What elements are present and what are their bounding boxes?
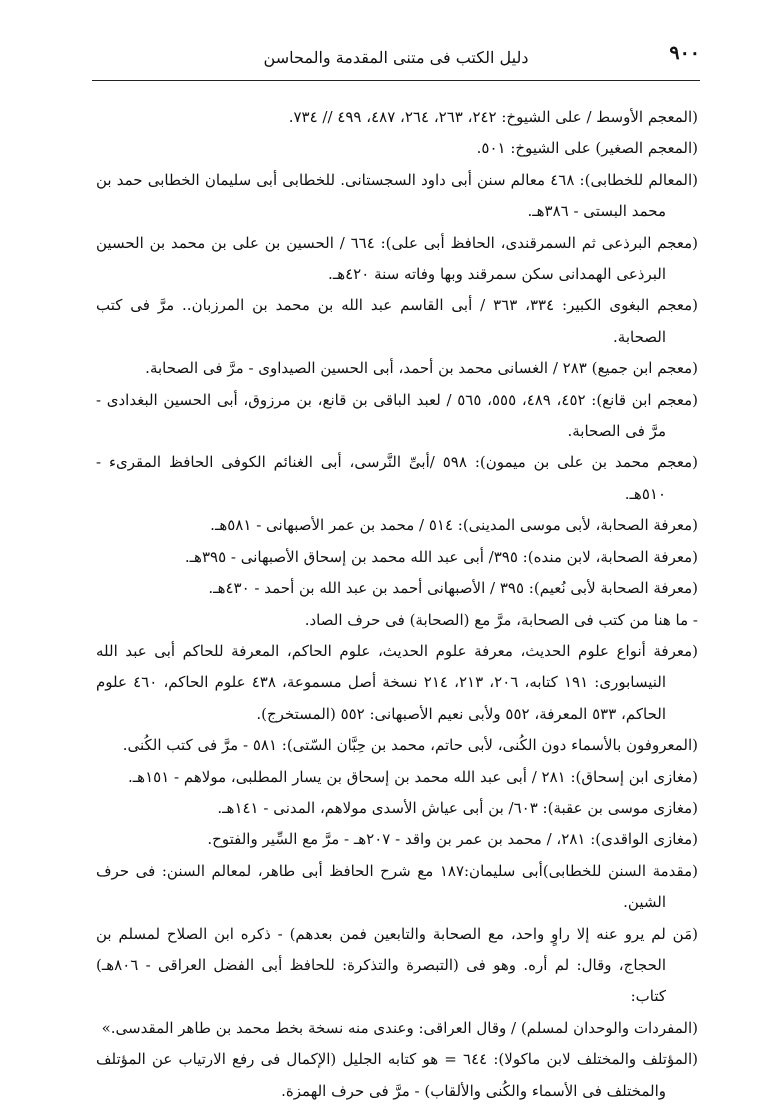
entry-mujam-baghawi: (معجم البغوى الكبير: ٣٣٤، ٣٦٣ / أبى القاسم عبد الله بن محمد بن المرزبان.. مرَّ فى كتب الصحابة. — [96, 296, 699, 346]
entry-mujam-ibn-qani: (معجم ابن قانع): ٤٥٢، ٤٨٩، ٥٥٥، ٥٦٥ / لعبد الباقى بن قانع، بن مرزوق، أبى الحسين البغدادى - مرَّ فى الصحابة. — [96, 390, 699, 441]
entry-mujam-ibn-maymun: (معجم محمد بن على بن ميمون): ٥٩٨ /أبىِّ النَّرسى، أبى الغنائم الكوفى الحافظ المقرىء - ٥١٠هـ. — [96, 453, 698, 503]
header-rule — [92, 80, 700, 81]
running-title: دليل الكتب فى متنى المقدمة والمحاسن — [263, 48, 529, 67]
entry-mufradat: (المفردات والوحدان لمسلم) / وقال العراقى: وعندى منه نسخة بخط محمد بن طاهر المقدسى.» — [101, 1018, 698, 1037]
entry-marifa-ibn-mandah: (معرفة الصحابة، لابن منده): ٣٩٥/ أبى عبد الله محمد بن إسحاق الأصبهانى - ٣٩٥هـ. — [184, 547, 698, 566]
entry-maalim-khattabi: (المعالم للخطابى): ٤٦٨ معالم سنن أبى داود السجستانى. للخطابى أبى سليمان الخطابى حمد بن محمد البستى - ٣٨٦هـ. — [96, 170, 699, 221]
entry-marifa-abi-nuaym: (معرفة الصحابة لأبى نُعيم): ٣٩٥ / الأصبهانى أحمد بن عبد الله بن أحمد - ٤٣٠هـ. — [208, 579, 698, 598]
entry-maghazi-waqidi: (مغازى الواقدى): ٢٨١، / محمد بن عمر بن واقد - ٢٠٧هـ - مرَّ مع السِّير والفتوح. — [207, 830, 698, 849]
page-header — [92, 38, 700, 78]
entry-ulum-hadith: (معرفة أنواع علوم الحديث، معرفة علوم الحديث، علوم الحاكم، المعرفة للحاكم أبى عبد الله النيسابورى: ١٩١ كتابه، ٢٠٦، ٢١٣، ٢١٤ نسخة أصل مسموعة، ٤٣٨ علوم الحاكم، ٤٦٠ علوم الحاكم، ٥٣٣ المعرفة، ٥٥٢ ولأبى نعيم الأصبهانى: ٥٥٢ (المستخرج). — [96, 641, 698, 723]
entry-mujam-saghir: (المعجم الصغير) على الشيوخ: ٥٠١. — [476, 139, 698, 158]
entry-mujam-awsat: (المعجم الأوسط / على الشيوخ: ٢٤٢، ٢٦٣، ٢٦٤، ٤٨٧، ٤٩٩ // ٧٣٤. — [288, 108, 698, 126]
entry-maghazi-ibn-ishaq: (مغازى ابن إسحاق): ٢٨١ / أبى عبد الله محمد بن إسحاق بن يسار المطلبى، مولاهم - ١٥١هـ. — [128, 767, 698, 786]
entry-man-lam-yarwi: (مَن لم يرو عنه إلا راوٍ واحد، مع الصحابة والتابعين فمن بعدهم) - ذكره ابن الصلاح لمسلم بن الحجاج، وقال: لم أره. وهو فى (التبصرة والتذكرة: للحافظ أبى الفضل العراقى - ٨٠٦هـ) كتاب: — [96, 924, 698, 1006]
page-number: ٩٠٠ — [669, 42, 700, 64]
entry-marifa-abi-musa: (معرفة الصحابة، لأبى موسى المدينى): ٥١٤ / محمد بن عمر الأصبهانى - ٥٨١هـ. — [210, 516, 698, 535]
entry-mutalif: (المؤتلف والمختلف لابن ماكولا): ٦٤٤ = هو كتابه الجليل (الإكمال فى رفع الارتياب عن المؤتلف والمختلف فى الأسماء والكُنى والألقاب) - مرَّ فى حرف الهمزة. — [96, 1050, 698, 1100]
entry-sahaba-note: - ما هنا من كتب فى الصحابة، مرَّ مع (الصحابة) فى حرف الصاد. — [304, 610, 698, 629]
entries-list — [96, 102, 698, 1107]
entry-maghazi-musa: (مغازى موسى بن عقبة): ٦٠٣/ بن أبى عياش الأسدى مولاهم، المدنى - ١٤١هـ. — [217, 798, 698, 817]
entry-mujam-bardhai: (معجم البرذعى ثم السمرقندى، الحافظ أبى على): ٦٦٤ / الحسين بن على بن محمد بن الحسين البرذعى الهمدانى سكن سمرقند وبها وفاته سنة ٤٢٠هـ. — [96, 233, 698, 284]
entry-muqaddima-sunan: (مقدمة السنن للخطابى)أبى سليمان:١٨٧ مع شرح الحافظ أبى طاهر، لمعالم السنن: فى حرف الشين. — [96, 861, 698, 912]
entry-marufun: (المعروفون بالأسماء دون الكُنى، لأبى حاتم، محمد بن حِبَّان السّتى): ٥٨١ - مرَّ فى كتب الكُنى. — [122, 736, 698, 755]
entry-mujam-ibn-jumay: (معجم ابن جميع) ٢٨٣ / الغسانى محمد بن أحمد، أبى الحسين الصيداوى - مرَّ فى الصحابة. — [145, 359, 698, 378]
